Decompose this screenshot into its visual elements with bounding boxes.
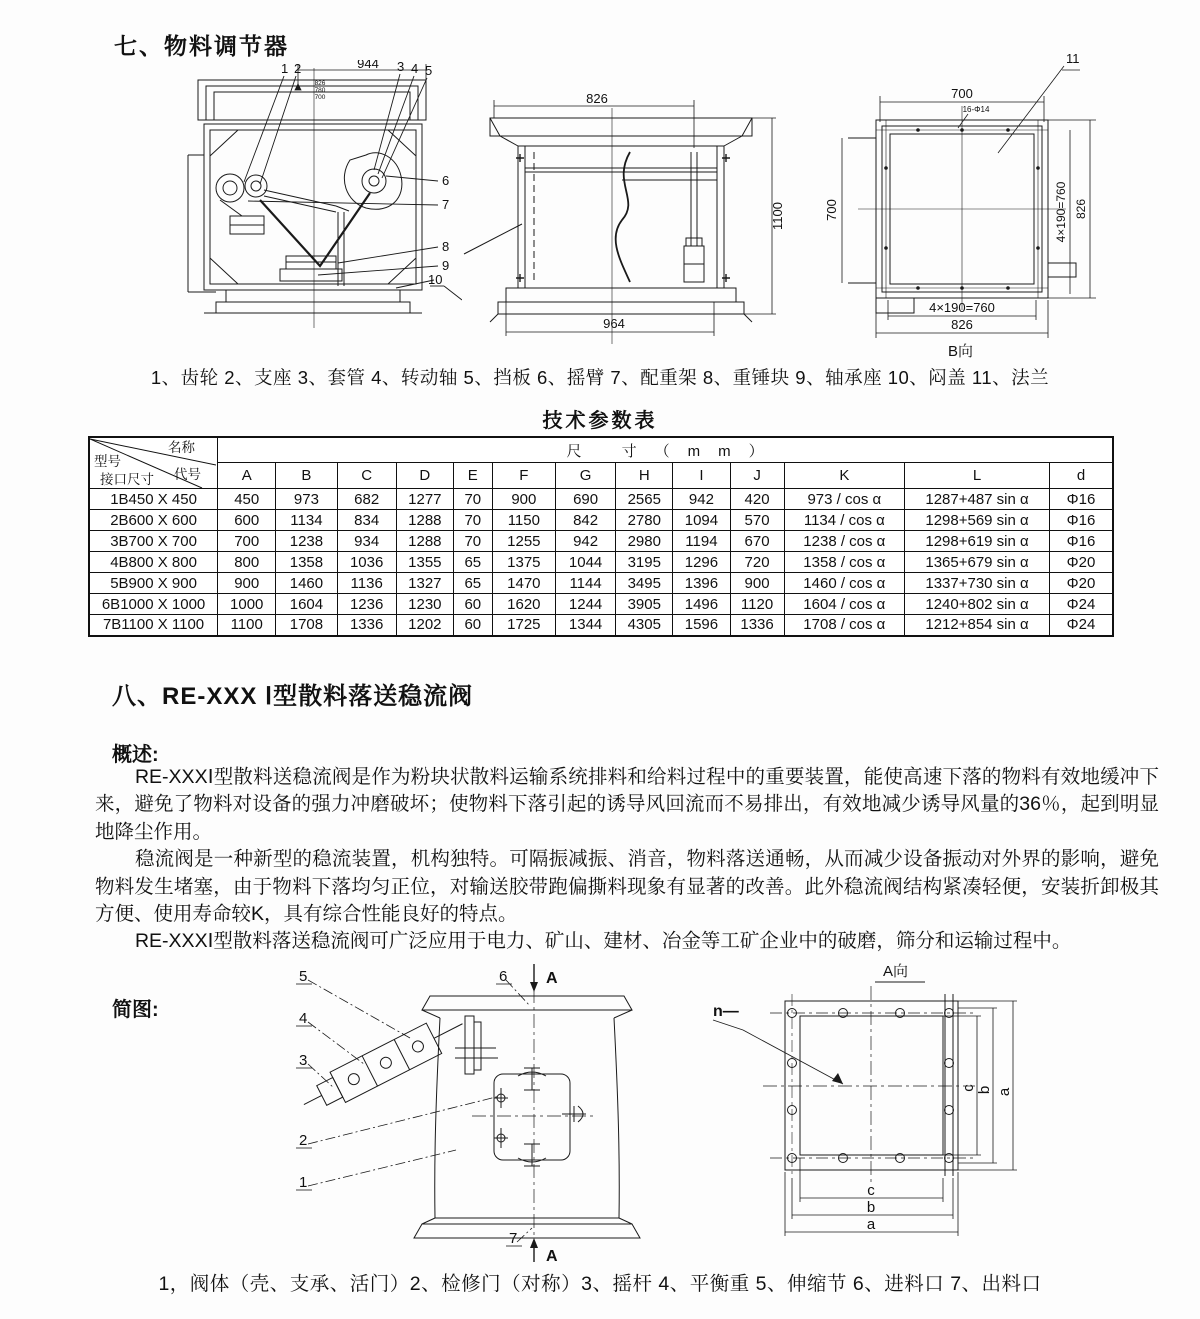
section-mark-bottom: A (546, 1248, 558, 1265)
value-cell: 1094 (673, 510, 730, 531)
callout-2: 2 (294, 61, 302, 76)
value-cell: 1460 / cos α (784, 573, 904, 594)
paragraph-2: 稳流阀是一种新型的稳流装置，机构独特。可隔振减振、消音，物料落送通畅，从而减少设备振动对外界的影响，避免物料发生堵塞，由于物料下落均匀正位，对输送胶带跑偏撕料现象有显著的改善。此外稳流阀结构紧凑轻便，安装折卸极其方便、使用寿命较K，具有综合性能良好的特点。 (95, 848, 1159, 926)
callout-3: 3 (299, 1052, 308, 1069)
value-cell: 1288 (396, 510, 453, 531)
value-cell: 1120 (730, 594, 784, 615)
value-cell: Φ20 (1050, 573, 1113, 594)
corner-diagonals (90, 438, 216, 488)
value-cell: 60 (453, 594, 492, 615)
value-cell: 1708 / cos α (784, 615, 904, 636)
column-header: G (555, 463, 615, 489)
value-cell: 942 (555, 531, 615, 552)
value-cell: 1036 (337, 552, 396, 573)
callout-5: 5 (299, 968, 308, 985)
regulator-front-view-drawing (168, 60, 462, 332)
value-cell: Φ24 (1050, 594, 1113, 615)
value-cell: 420 (730, 489, 784, 510)
value-cell: 1240+802 sin α (905, 594, 1050, 615)
table-title: 技术参数表 (542, 410, 658, 432)
value-cell: 1725 (492, 615, 555, 636)
parts-list-7: 1、齿轮 2、支座 3、套管 4、转动轴 5、挡板 6、摇臂 7、配重架 8、重锤块 9、轴承座 10、闷盖 11、法兰 (150, 367, 1050, 388)
value-cell: 834 (337, 510, 396, 531)
dim-826-label: 826 (586, 91, 608, 106)
dim-760-right-label: 4×190=760 (1054, 181, 1068, 243)
drawing-lines (848, 106, 1076, 313)
value-cell: 1337+730 sin α (905, 573, 1050, 594)
callout-4: 4 (411, 61, 419, 76)
value-cell: 800 (218, 552, 276, 573)
dimension-lines (494, 100, 776, 336)
value-cell: 70 (453, 489, 492, 510)
callout-6: 6 (442, 173, 450, 188)
value-cell: 60 (453, 615, 492, 636)
dim-826-bottom-label: 826 (951, 317, 973, 332)
value-cell: 1238 (276, 531, 337, 552)
value-cell: 1100 (218, 615, 276, 636)
value-cell: 1620 (492, 594, 555, 615)
value-cell: 1358 (276, 552, 337, 573)
corner-interface-label: 接口尺寸 (100, 472, 154, 487)
model-cell: 5B900 X 900 (89, 573, 218, 594)
value-cell: 690 (555, 489, 615, 510)
column-header: D (396, 463, 453, 489)
value-cell: 973 / cos α (784, 489, 904, 510)
callout-9: 9 (442, 258, 450, 273)
bview-label: B向 (948, 343, 974, 360)
value-cell: 1134 (276, 510, 337, 531)
value-cell: 1460 (276, 573, 337, 594)
value-cell: 70 (453, 531, 492, 552)
value-cell: 1327 (396, 573, 453, 594)
drawing-lines (188, 68, 426, 328)
value-cell: 2780 (616, 510, 673, 531)
dim-780-sub-label: 780 (314, 87, 326, 94)
callout-6: 6 (499, 968, 508, 985)
value-cell: 670 (730, 531, 784, 552)
value-cell: 1212+854 sin α (905, 615, 1050, 636)
table-row (89, 552, 1113, 573)
value-cell: 65 (453, 552, 492, 573)
table-row (89, 594, 1113, 615)
model-cell: 2B600 X 600 (89, 510, 218, 531)
model-cell: 1B450 X 450 (89, 489, 218, 510)
dim-1100-label: 1100 (770, 202, 785, 230)
value-cell: 1298+569 sin α (905, 510, 1050, 531)
drawing-lines (464, 108, 752, 344)
table-row (89, 510, 1113, 531)
column-header: H (616, 463, 673, 489)
column-header: E (453, 463, 492, 489)
value-cell: 934 (337, 531, 396, 552)
value-cell: 1596 (673, 615, 730, 636)
table-row (89, 573, 1113, 594)
callout-1: 1 (281, 61, 289, 76)
model-cell: 3B700 X 700 (89, 531, 218, 552)
column-header: L (905, 463, 1050, 489)
dim-964-label: 964 (603, 316, 625, 331)
parameters-table (88, 436, 1114, 637)
column-header: d (1050, 463, 1113, 489)
value-cell: 973 (276, 489, 337, 510)
value-cell: 1344 (555, 615, 615, 636)
value-cell: 1336 (730, 615, 784, 636)
n-leader (713, 1020, 843, 1084)
value-cell: 1355 (396, 552, 453, 573)
callout-3: 3 (397, 60, 405, 74)
model-cell: 4B800 X 800 (89, 552, 218, 573)
dimension-lines (785, 1001, 1017, 1236)
dim-944-label: 944 (357, 60, 379, 71)
callout-10: 10 (428, 272, 443, 287)
model-cell: 7B1100 X 1100 (89, 615, 218, 636)
value-cell: 1470 (492, 573, 555, 594)
value-cell: 1236 (337, 594, 396, 615)
value-cell: 1244 (555, 594, 615, 615)
value-cell: 1298+619 sin α (905, 531, 1050, 552)
callout-underlines (296, 984, 522, 1246)
parts-list-8: 1，阀体（壳、支承、活门）2、检修门（对称）3、摇杆 4、平衡重 5、伸缩节 6、进料口 7、出料口 (158, 1273, 1042, 1295)
value-cell: 700 (218, 531, 276, 552)
callout-leaders (308, 980, 532, 1242)
value-cell: 570 (730, 510, 784, 531)
column-header: B (276, 463, 337, 489)
callout-4: 4 (299, 1010, 308, 1027)
value-cell: 1255 (492, 531, 555, 552)
n-mark-label: n— (713, 1003, 739, 1020)
value-cell: 1136 (337, 573, 396, 594)
corner-name-label: 名称 (168, 440, 195, 455)
corner-model-label: 型号 (94, 454, 121, 469)
value-cell: Φ16 (1050, 489, 1113, 510)
value-cell: 2565 (616, 489, 673, 510)
column-header: F (492, 463, 555, 489)
overview-paragraphs (95, 764, 1159, 956)
value-cell: 1365+679 sin α (905, 552, 1050, 573)
aview-label: A向 (883, 963, 909, 980)
corner-cell (89, 437, 218, 489)
table-row (89, 531, 1113, 552)
value-cell: 1708 (276, 615, 337, 636)
value-cell: 1194 (673, 531, 730, 552)
value-cell: 1287+487 sin α (905, 489, 1050, 510)
table-row (89, 615, 1113, 636)
value-cell: 3495 (616, 573, 673, 594)
callout-5: 5 (425, 63, 433, 78)
dim-a-bottom: a (866, 1216, 876, 1233)
callout-7: 7 (442, 197, 450, 212)
value-cell: 1288 (396, 531, 453, 552)
value-cell: 842 (555, 510, 615, 531)
value-cell: 450 (218, 489, 276, 510)
column-header-row (89, 463, 1113, 489)
value-cell: Φ24 (1050, 615, 1113, 636)
holes-16-d14-label: 16-Φ14 (962, 105, 990, 114)
column-header: A (218, 463, 276, 489)
callout-8: 8 (442, 239, 450, 254)
value-cell: 1396 (673, 573, 730, 594)
value-cell: 3195 (616, 552, 673, 573)
model-cell: 6B1000 X 1000 (89, 594, 218, 615)
value-cell: 1150 (492, 510, 555, 531)
sketch-label: 简图: (112, 999, 159, 1021)
dim-700-sub-label: 700 (314, 94, 326, 101)
paragraph-1: RE-XXXⅠ型散料送稳流阀是作为粉块状散料运输系统排料和给料过程中的重要装置，能使高速下落的物料有效地缓冲下来，避免了物料对设备的强力冲磨破坏；使物料下落引起的诱导风回流而不易排出，有效地减少诱导风量的36％，起到明显地降尘作用。 (95, 766, 1159, 843)
callout-2: 2 (299, 1132, 308, 1149)
dim-c-bottom: c (867, 1182, 875, 1199)
regulator-bview-drawing (818, 48, 1120, 366)
value-cell: Φ16 (1050, 510, 1113, 531)
unit-header-cell: 尺 寸（mm） (218, 437, 1113, 463)
drawing-lines (296, 964, 640, 1256)
dim-700-top-label: 700 (951, 86, 973, 101)
value-cell: 1336 (337, 615, 396, 636)
section8-title: 八、RE-XXX Ⅰ型散料落送稳流阀 (112, 683, 474, 710)
value-cell: 900 (218, 573, 276, 594)
value-cell: 1238 / cos α (784, 531, 904, 552)
value-cell: 900 (492, 489, 555, 510)
paragraph-3: RE-XXXⅠ型散料落送稳流阀可广泛应用于电力、矿山、建材、冶金等工矿企业中的破磨，筛分和运输过程中。 (134, 930, 1072, 953)
callout-leaders (244, 74, 462, 300)
value-cell: 1296 (673, 552, 730, 573)
value-cell: 1277 (396, 489, 453, 510)
valve-aview-drawing (695, 958, 1125, 1260)
value-cell: 1604 / cos α (784, 594, 904, 615)
value-cell: 1230 (396, 594, 453, 615)
dim-826-sub-label: 826 (314, 80, 326, 87)
value-cell: 942 (673, 489, 730, 510)
corner-code-label: 代号 (174, 467, 201, 482)
value-cell: 1358 / cos α (784, 552, 904, 573)
value-cell: 1202 (396, 615, 453, 636)
column-header: J (730, 463, 784, 489)
value-cell: 70 (453, 510, 492, 531)
value-cell: 1044 (555, 552, 615, 573)
table-row (89, 489, 1113, 510)
dim-c-right: c (960, 1084, 977, 1092)
value-cell: 600 (218, 510, 276, 531)
section7-title: 七、物料调节器 (114, 33, 289, 59)
value-cell: 3905 (616, 594, 673, 615)
value-cell: 1375 (492, 552, 555, 573)
overview-label: 概述: (112, 744, 159, 766)
value-cell: 1000 (218, 594, 276, 615)
callout-11: 11 (1066, 51, 1080, 66)
value-cell: 2980 (616, 531, 673, 552)
column-header: I (673, 463, 730, 489)
value-cell: Φ20 (1050, 552, 1113, 573)
unit-header-row (89, 437, 1113, 463)
params-table-body (89, 489, 1113, 636)
value-cell: 1134 / cos α (784, 510, 904, 531)
value-cell: 65 (453, 573, 492, 594)
dim-760-bottom-label: 4×190=760 (929, 300, 995, 315)
value-cell: 720 (730, 552, 784, 573)
dim-b-bottom: b (866, 1199, 876, 1216)
dim-826-right-label: 826 (1074, 198, 1088, 220)
value-cell: Φ16 (1050, 531, 1113, 552)
valve-side-view-drawing (272, 956, 682, 1268)
value-cell: 4305 (616, 615, 673, 636)
dim-700-left-label: 700 (824, 199, 839, 221)
value-cell: 682 (337, 489, 396, 510)
value-cell: 1604 (276, 594, 337, 615)
regulator-section-view-drawing (462, 88, 794, 346)
value-cell: 1496 (673, 594, 730, 615)
value-cell: 1144 (555, 573, 615, 594)
column-header: C (337, 463, 396, 489)
column-header: K (784, 463, 904, 489)
dim-a-right: a (996, 1087, 1013, 1097)
callout-1: 1 (299, 1174, 308, 1191)
section-mark-top: A (546, 970, 558, 987)
value-cell: 900 (730, 573, 784, 594)
dim-b-right: b (976, 1085, 993, 1095)
callout-7: 7 (509, 1230, 518, 1247)
